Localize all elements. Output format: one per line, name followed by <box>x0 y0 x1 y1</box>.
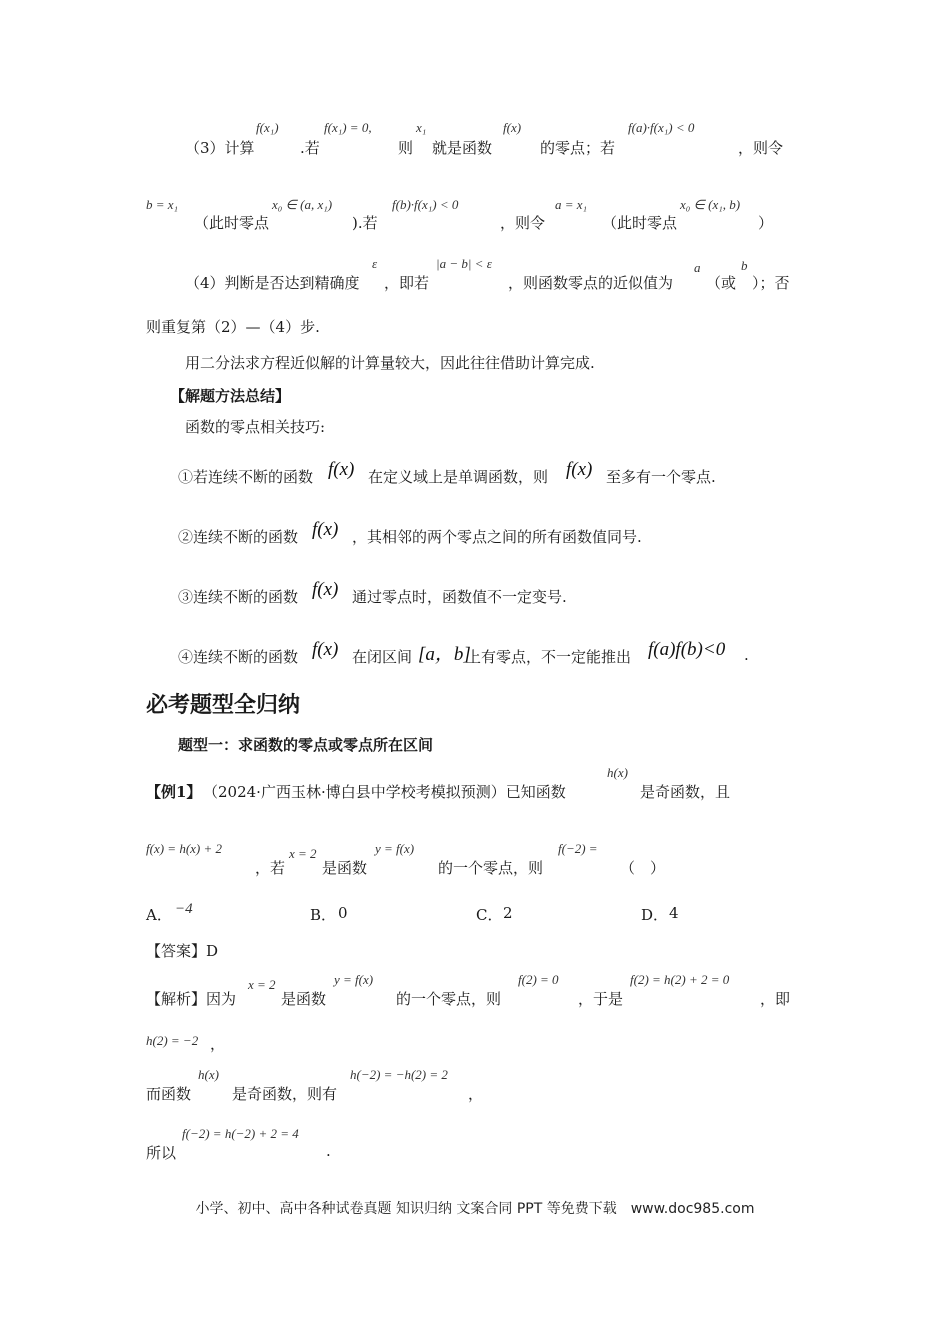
tip4-text-b: 在闭区间 <box>352 648 413 666</box>
analysis-math-f2: f(2) = 0 <box>518 972 559 987</box>
para-calc: 用二分法求方程近似解的计算量较大，因此往往借助计算完成. <box>185 354 595 372</box>
step3-label-let: ，则令 <box>738 139 784 157</box>
step3-label-then: 则 <box>398 139 414 157</box>
math-a: a <box>694 260 701 275</box>
step4-label-judge: （4）判断是否达到精确度 <box>185 274 360 292</box>
tip4-text-c: 上有零点，不一定能推出 <box>466 648 632 666</box>
example-label-if: ，若 <box>255 859 286 877</box>
tips-intro: 函数的零点相关技巧: <box>185 418 326 436</box>
example-label: 【例1】 <box>146 783 202 801</box>
option-d-label: D． <box>641 906 669 924</box>
math-b-x1: b = x₁ <box>146 197 179 212</box>
option-d-value: 4 <box>669 904 679 922</box>
analysis-label-so: ，于是 <box>578 990 624 1008</box>
tip1-math-fx: f(x) <box>328 459 355 480</box>
tip4-math-interval: [a，b] <box>418 644 471 665</box>
analysis-label: 【解析】因为 <box>146 990 237 1008</box>
tip1-math-fx2: f(x) <box>566 459 593 480</box>
math-x1: x₁ <box>416 120 427 135</box>
analysis-label-one-zero: 的一个零点，则 <box>396 990 502 1008</box>
example-label-is-func: 是函数 <box>322 859 368 877</box>
type1-title: 题型一：求函数的零点或零点所在区间 <box>178 736 434 754</box>
tip1-text-c: 至多有一个零点. <box>606 468 716 486</box>
analysis-math-hx: h(x) <box>198 1067 219 1082</box>
tip2-text-b: ，其相邻的两个零点之间的所有函数值同号. <box>352 528 642 546</box>
analysis-label-is-func: 是函数 <box>281 990 327 1008</box>
tip4-text-d: . <box>744 646 749 664</box>
analysis-math-x2: x = 2 <box>248 977 276 992</box>
example-label-odd: 是奇函数，且 <box>640 783 731 801</box>
tip3-text-b: 通过零点时，函数值不一定变号. <box>352 588 567 606</box>
math-f-x: f(x) <box>503 120 522 135</box>
math-y-fx: y = f(x) <box>375 841 415 856</box>
math-fx-def: f(x) = h(x) + 2 <box>146 841 223 856</box>
method-heading: 【解题方法总结】 <box>170 387 291 405</box>
math-x0-x1-b: x₀ ∈ (x₁, b) <box>680 197 741 212</box>
step3b-label-close: ） <box>758 214 774 232</box>
analysis-label-comma2: ， <box>468 1085 484 1103</box>
answer: 【答案】D <box>146 942 219 960</box>
step3b-label-let: ，则令 <box>500 214 546 232</box>
analysis-math-f-neg2: f(−2) = h(−2) + 2 = 4 <box>182 1126 299 1141</box>
step3-label-zero-if: 的零点；若 <box>540 139 616 157</box>
tip3-text-a: ③连续不断的函数 <box>178 588 299 606</box>
option-a-value: −4 <box>175 901 193 917</box>
option-c-value: 2 <box>503 904 513 922</box>
example-source: （2024·广西玉林·博白县中学校考模拟预测）已知函数 <box>203 783 566 801</box>
step4-label-or: （或 <box>706 274 737 292</box>
analysis-label-period: . <box>326 1142 331 1160</box>
math-b: b <box>741 258 748 273</box>
math-f-x1: f(x₁) <box>256 120 279 135</box>
step4-label-approx: ，则函数零点的近似值为 <box>508 274 674 292</box>
tip1-text-b: 在定义域上是单调函数，则 <box>368 468 549 486</box>
analysis-label-thus: 所以 <box>146 1144 177 1162</box>
math-epsilon: ε <box>372 256 378 271</box>
analysis-label-and: 而函数 <box>146 1085 192 1103</box>
step3b-label-if: ).若 <box>352 214 378 232</box>
tip4-text-a: ④连续不断的函数 <box>178 648 299 666</box>
tip2-math-fx: f(x) <box>312 519 339 540</box>
page-footer: 小学、初中、高中各种试卷真题 知识归纳 文案合同 PPT 等免费下载 www.doc985.com <box>195 1201 755 1217</box>
option-b-value: 0 <box>338 904 348 922</box>
tip4-math-fx: f(x) <box>312 639 339 660</box>
step4-label-repeat: 则重复第（2）—（4）步. <box>146 318 320 336</box>
analysis-math-h-neg2: h(−2) = −h(2) = 2 <box>350 1067 448 1082</box>
step4-label-else: ）；否 <box>752 274 790 292</box>
step4-label-ifabs: ，即若 <box>384 274 430 292</box>
analysis-label-odd-then: 是奇函数，则有 <box>232 1085 338 1103</box>
example-label-one-zero: 的一个零点，则 <box>438 859 544 877</box>
math-abs-ab: |a − b| < ε <box>436 256 492 271</box>
tip4-math-product: f(a)f(b)<0 <box>648 639 726 660</box>
option-b-label: B． <box>310 906 337 924</box>
step3b-label-zero-at2: （此时零点 <box>602 214 678 232</box>
math-f-x1-zero: f(x₁) = 0, <box>324 120 372 135</box>
math-fa-fx1: f(a)·f(x₁) < 0 <box>628 120 695 135</box>
section-title: 必考题型全归纳 <box>146 693 301 718</box>
tip2-text-a: ②连续不断的函数 <box>178 528 299 546</box>
step3-label-if: .若 <box>300 139 320 157</box>
analysis-math-f2-eq: f(2) = h(2) + 2 = 0 <box>630 972 730 987</box>
math-f-neg2: f(−2) = <box>558 841 598 856</box>
step3b-label-zero-at: （此时零点 <box>194 214 270 232</box>
math-fb-fx1: f(b)·f(x₁) < 0 <box>392 197 459 212</box>
analysis-label-ie: ，即 <box>760 990 791 1008</box>
math-h-x: h(x) <box>607 765 628 780</box>
analysis-math-h2: h(2) = −2 <box>146 1033 199 1048</box>
example-paren: （ ） <box>620 859 666 877</box>
analysis-label-comma: ， <box>210 1035 226 1053</box>
option-a-label: A． <box>146 906 172 924</box>
math-x0-a-x1: x₀ ∈ (a, x₁) <box>272 197 333 212</box>
math-a-x1: a = x₁ <box>555 197 588 212</box>
step3-label-calc: （3）计算 <box>185 139 255 157</box>
step3-label-is-func: 就是函数 <box>432 139 493 157</box>
math-x-eq-2: x = 2 <box>289 846 317 861</box>
tip1-text-a: ①若连续不断的函数 <box>178 468 314 486</box>
analysis-math-y-fx: y = f(x) <box>334 972 374 987</box>
option-c-label: C． <box>476 906 503 924</box>
tip3-math-fx: f(x) <box>312 579 339 600</box>
